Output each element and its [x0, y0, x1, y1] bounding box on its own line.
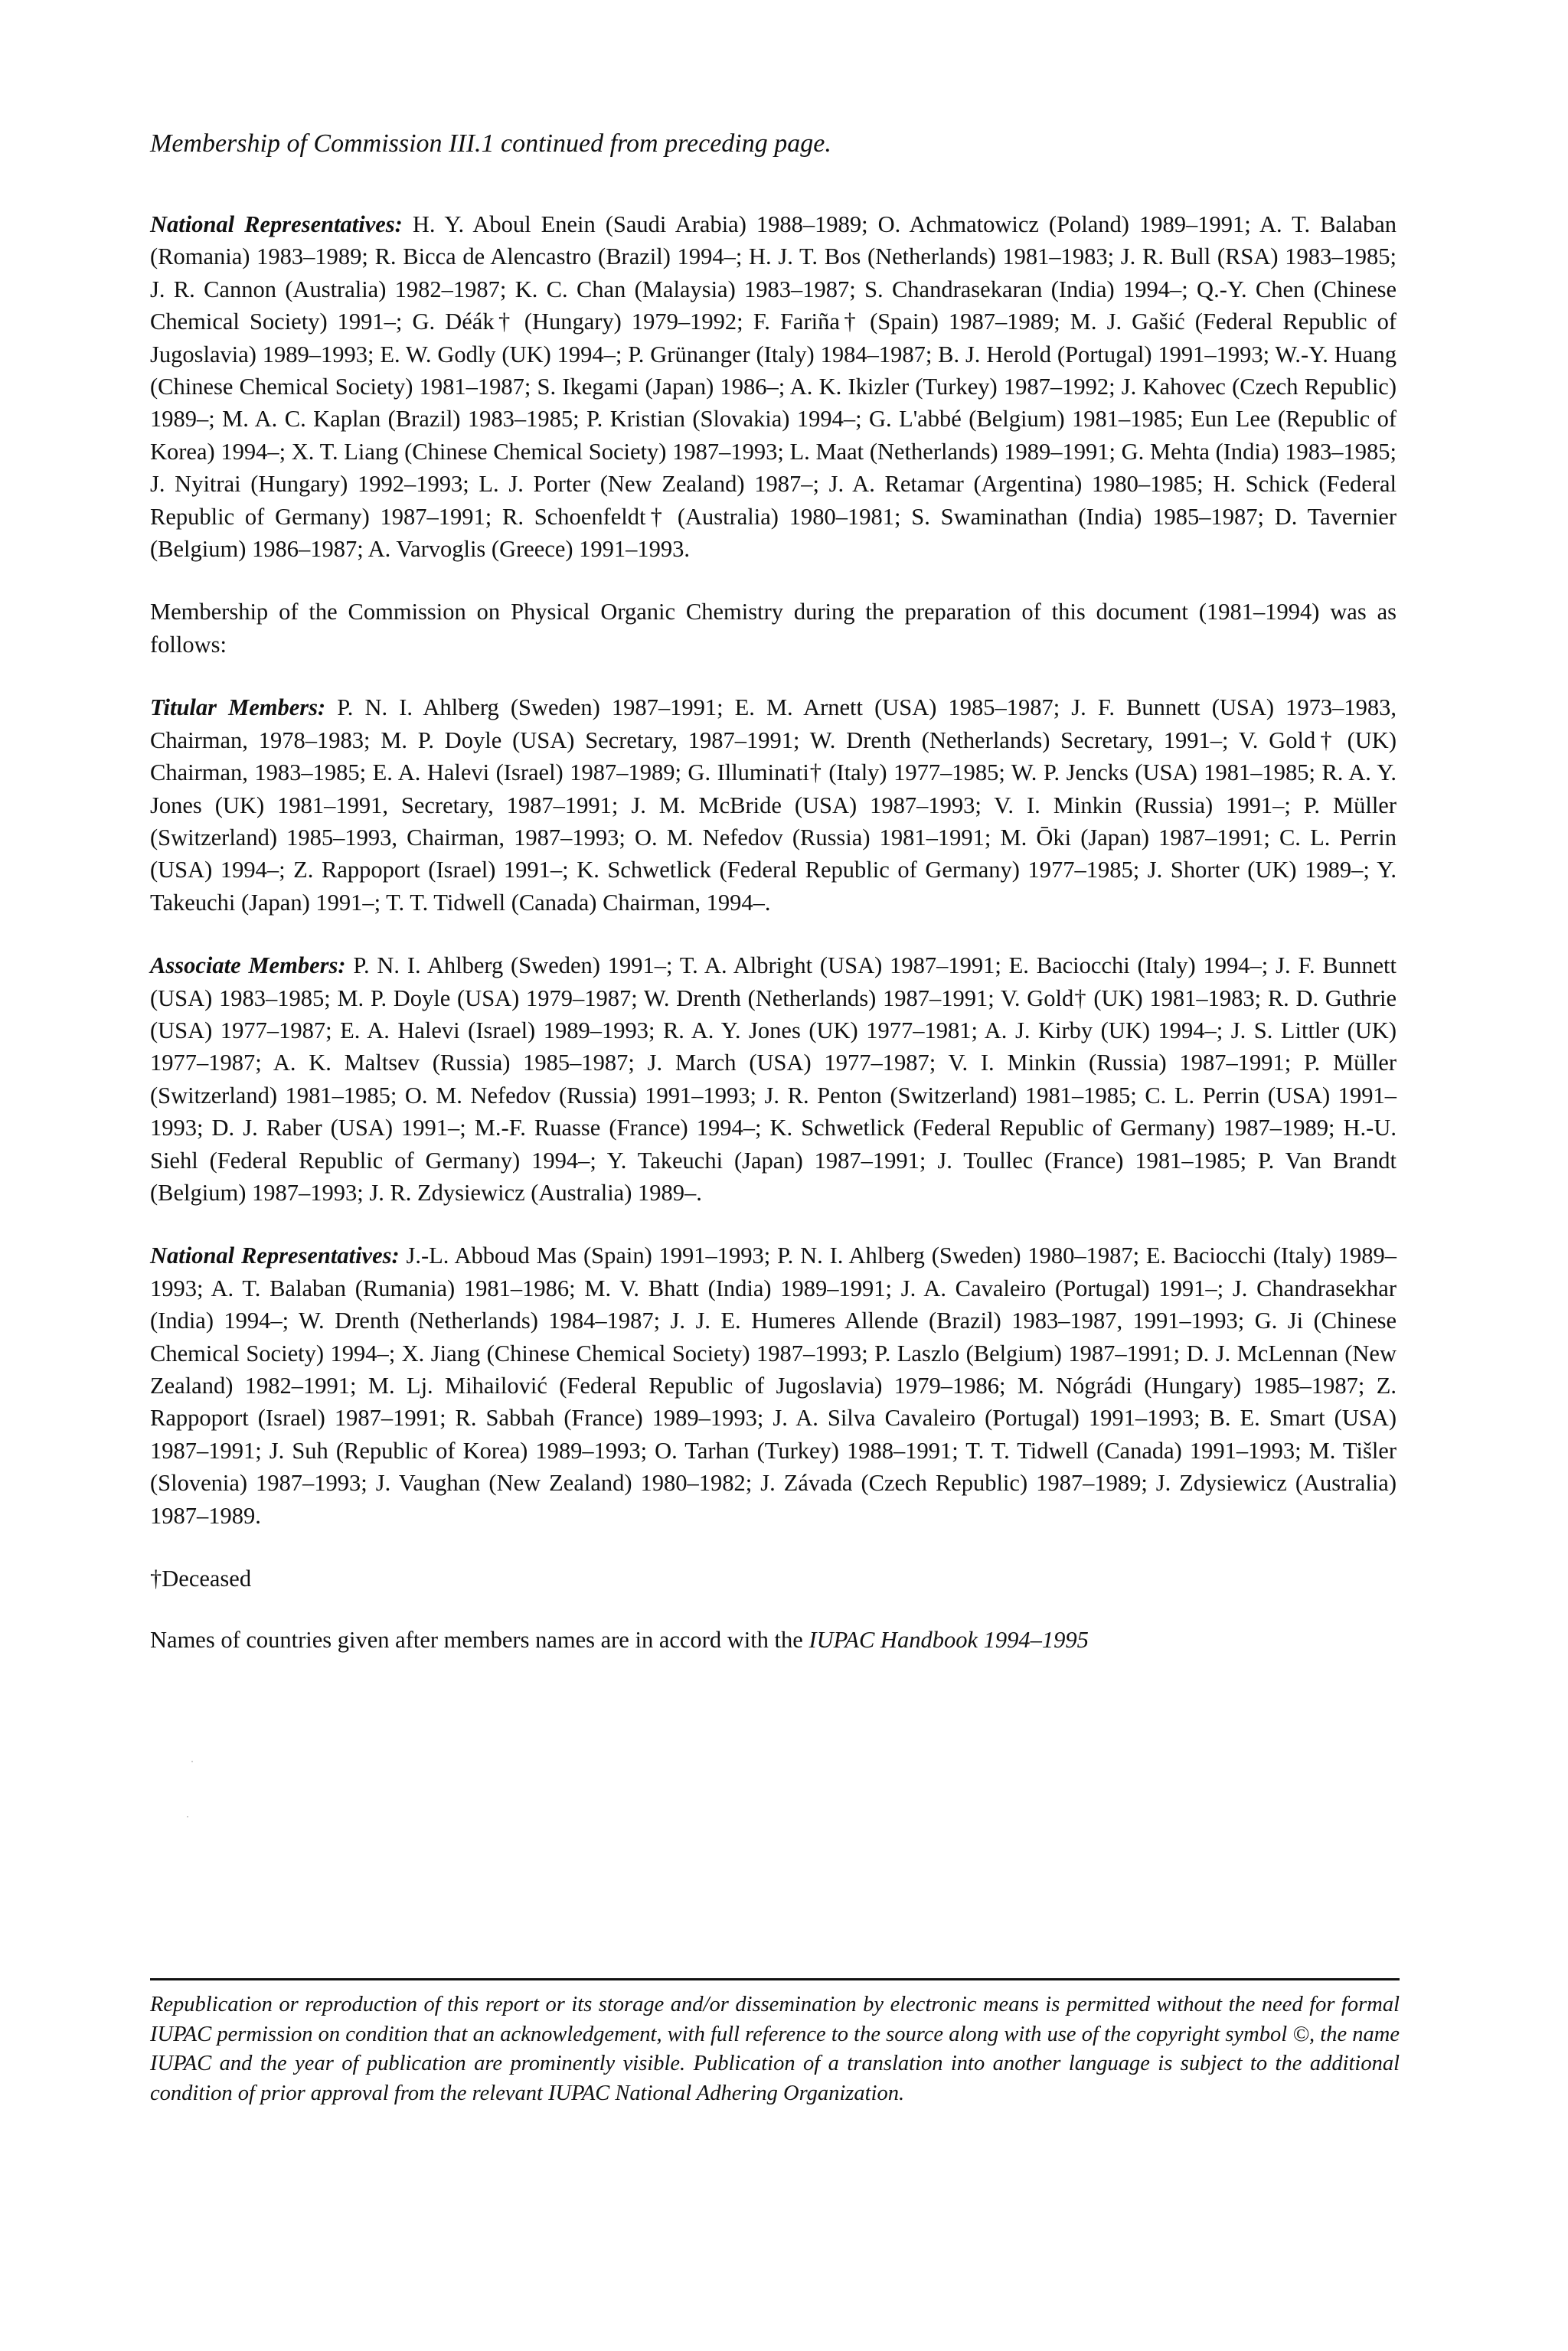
footer-copyright-notice: Republication or reproduction of this report or its storage and/or dissemination by electronic means is permitted without the need for formal IUPAC permission on condition that an acknowledgement, with full reference to the source along with use of the copyright symbol ©, the name IUPAC and the year of publication are prominently visible. Publication of a translation into another language is subject to the additional condition of prior approval from the relevant IUPAC National Adhering Organization. [150, 1993, 1400, 2105]
countries-note-text: Names of countries given after members names are in accord with the [150, 1627, 803, 1654]
section-text: Membership of the Commission on Physical Organic Chemistry during the preparation of this document (1981–1994) was as follows: [150, 599, 1396, 658]
document-body [150, 127, 1396, 1657]
section-lead: Associate Members: [150, 952, 346, 979]
section-text: P. N. I. Ahlberg (Sweden) 1991–; T. A. Albright (USA) 1987–1991; E. Baciocchi (Italy) 1994–; J. F. Bunnett (USA) 1983–1985; M. P. Doyle (USA) 1979–1987; W. Drenth (Netherlands) 1987–1991; V. Gold† (UK) 1981–1983; R. D. Guthrie (USA) 1977–1987; E. A. Halevi (Israel) 1989–1993; R. A. Y. Jones (UK) 1977–1981; A. J. Kirby (UK) 1994–; J. S. Littler (UK) 1977–1987; A. K. Maltsev (Russia) 1985–1987; J. March (USA) 1977–1987; V. I. Minkin (Russia) 1987–1991; P. Müller (Switzerland) 1981–1985; O. M. Nefedov (Russia) 1991–1993; J. R. Penton (Switzerland) 1981–1985; C. L. Perrin (USA) 1991–1993; D. J. Raber (USA) 1991–; M.-F. Ruasse (France) 1994–; K. Schwetlick (Federal Republic of Germany) 1987–1989; H.-U. Siehl (Federal Republic of Germany) 1994–; Y. Takeuchi (Japan) 1987–1991; J. Toullec (France) 1981–1985; P. Van Brandt (Belgium) 1987–1993; J. R. Zdysiewicz (Australia) 1989–. [150, 952, 1397, 1206]
continuation-heading: Membership of Commission III.1 continued from preceding page. [150, 129, 831, 158]
scan-speck [187, 1816, 188, 1817]
section-lead: National Representatives: [150, 211, 403, 237]
section-national-representatives-1 [150, 208, 1396, 565]
countries-note [150, 1624, 1396, 1656]
section-lead: Titular Members: [150, 694, 326, 721]
deceased-note: †Deceased [150, 1566, 252, 1592]
handbook-title: IUPAC Handbook 1994–1995 [808, 1627, 1089, 1654]
section-titular-members [150, 691, 1396, 919]
section-text: P. N. I. Ahlberg (Sweden) 1987–1991; E. M. Arnett (USA) 1985–1987; J. F. Bunnett (USA) 1973–1983, Chairman, 1978–1983; M. P. Doyle (USA) Secretary, 1987–1991; W. Drenth (Netherlands) Secretary, 1991–; V. Gold† (UK) Chairman, 1983–1985; E. A. Halevi (Israel) 1987–1989; G. Illuminati† (Italy) 1977–1985; W. P. Jencks (USA) 1981–1985; R. A. Y. Jones (UK) 1981–1991, Secretary, 1987–1991; J. M. McBride (USA) 1987–1993; V. I. Minkin (Russia) 1991–; P. Müller (Switzerland) 1985–1993, Chairman, 1987–1993; O. M. Nefedov (Russia) 1981–1991; M. Ōki (Japan) 1987–1991; C. L. Perrin (USA) 1994–; Z. Rappoport (Israel) 1991–; K. Schwetlick (Federal Republic of Germany) 1977–1985; J. Shorter (UK) 1989–; Y. Takeuchi (Japan) 1991–; T. T. Tidwell (Canada) Chairman, 1994–. [150, 694, 1396, 916]
section-commission-intro [150, 596, 1396, 661]
scan-speck [191, 1761, 193, 1762]
section-associate-members [150, 949, 1396, 1209]
section-text: H. Y. Aboul Enein (Saudi Arabia) 1988–1989; O. Achmatowicz (Poland) 1989–1991; A. T. Balaban (Romania) 1983–1989; R. Bicca de Alencastro (Brazil) 1994–; H. J. T. Bos (Netherlands) 1981–1983; J. R. Bull (RSA) 1983–1985; J. R. Cannon (Australia) 1982–1987; K. C. Chan (Malaysia) 1983–1987; S. Chandrasekaran (India) 1994–; Q.-Y. Chen (Chinese Chemical Society) 1991–; G. Déák† (Hungary) 1979–1992; F. Fariña† (Spain) 1987–1989; M. J. Gašić (Federal Republic of Jugoslavia) 1989–1993; E. W. Godly (UK) 1994–; P. Grünanger (Italy) 1984–1987; B. J. Herold (Portugal) 1991–1993; W.-Y. Huang (Chinese Chemical Society) 1981–1987; S. Ikegami (Japan) 1986–; A. K. Ikizler (Turkey) 1987–1992; J. Kahovec (Czech Republic) 1989–; M. A. C. Kaplan (Brazil) 1983–1985; P. Kristian (Slovakia) 1994–; G. L'abbé (Belgium) 1981–1985; Eun Lee (Republic of Korea) 1994–; X. T. Liang (Chinese Chemical Society) 1987–1993; L. Maat (Netherlands) 1989–1991; G. Mehta (India) 1983–1985; J. Nyitrai (Hungary) 1992–1993; L. J. Porter (New Zealand) 1987–; J. A. Retamar (Argentina) 1980–1985; H. Schick (Federal Republic of Germany) 1987–1991; R. Schoenfeldt† (Australia) 1980–1981; S. Swaminathan (India) 1985–1987; D. Tavernier (Belgium) 1986–1987; A. Varvoglis (Greece) 1991–1993. [150, 211, 1397, 563]
section-lead: National Representatives: [150, 1242, 400, 1269]
section-text: J.-L. Abboud Mas (Spain) 1991–1993; P. N. I. Ahlberg (Sweden) 1980–1987; E. Baciocchi (Italy) 1989–1993; A. T. Balaban (Rumania) 1981–1986; M. V. Bhatt (India) 1989–1991; J. A. Cavaleiro (Portugal) 1991–; J. Chandrasekhar (India) 1994–; W. Drenth (Netherlands) 1984–1987; J. J. E. Humeres Allende (Brazil) 1983–1987, 1991–1993; G. Ji (Chinese Chemical Society) 1994–; X. Jiang (Chinese Chemical Society) 1987–1993; P. Laszlo (Belgium) 1987–1991; D. J. McLennan (New Zealand) 1982–1991; M. Lj. Mihailović (Federal Republic of Jugoslavia) 1979–1986; M. Nógrádi (Hungary) 1985–1987; Z. Rappoport (Israel) 1987–1991; R. Sabbah (France) 1989–1993; J. A. Silva Cavaleiro (Portugal) 1991–1993; B. E. Smart (USA) 1987–1991; J. Suh (Republic of Korea) 1989–1993; O. Tarhan (Turkey) 1988–1991; T. T. Tidwell (Canada) 1991–1993; M. Tišler (Slovenia) 1987–1993; J. Vaughan (New Zealand) 1980–1982; J. Závada (Czech Republic) 1987–1989; J. Zdysiewicz (Australia) 1987–1989. [150, 1242, 1397, 1529]
footer [150, 1990, 1400, 2108]
footer-divider [150, 1978, 1400, 1980]
section-national-representatives-2 [150, 1239, 1396, 1532]
